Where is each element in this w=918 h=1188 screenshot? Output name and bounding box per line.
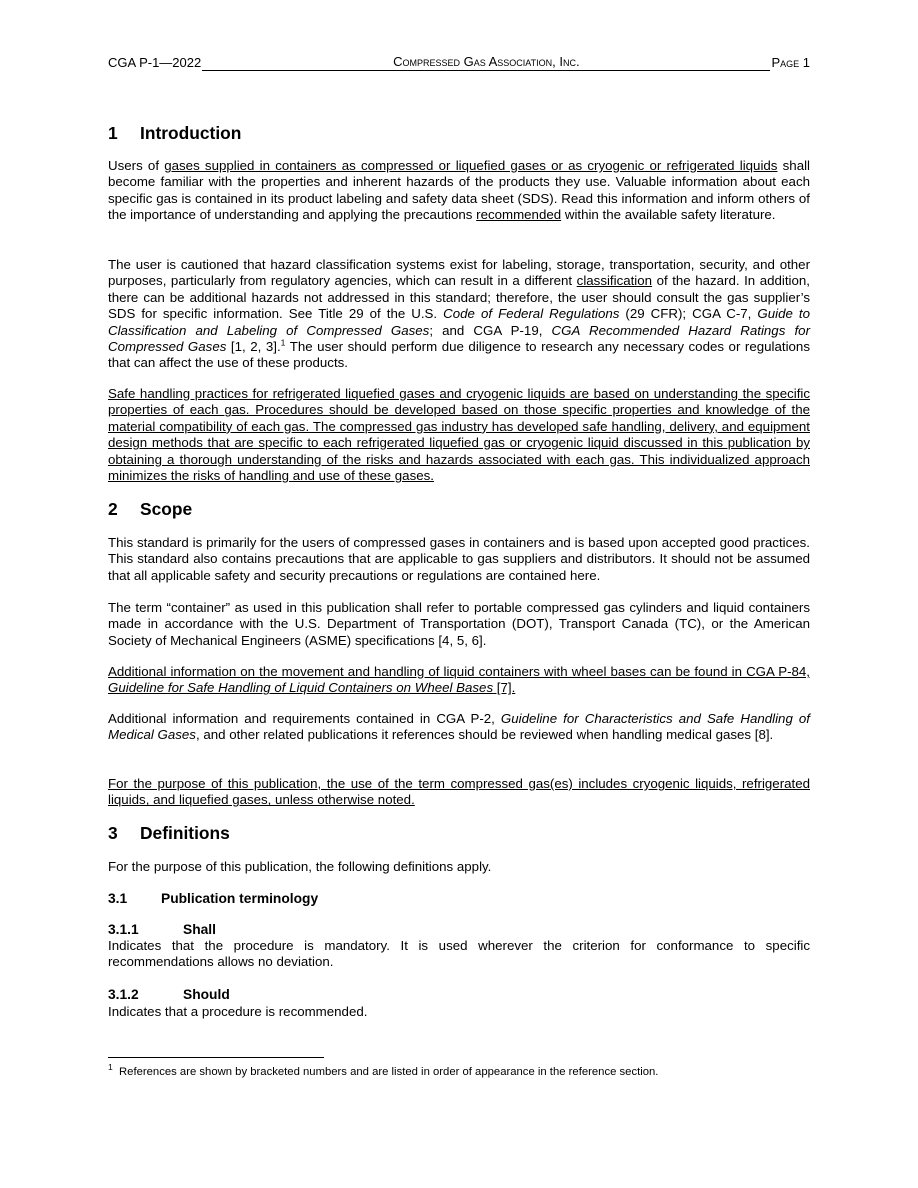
footnote bbox=[108, 1062, 810, 1079]
term-heading-should: 3.1.2 Should bbox=[108, 987, 230, 1002]
section-heading-scope: 2 Scope bbox=[108, 499, 193, 519]
footnote-text: References are shown by bracketed numbers and are listed in order of appearance in the reference section. bbox=[119, 1066, 659, 1078]
header-doc-id: CGA P-1—2022 bbox=[108, 55, 202, 70]
intro-paragraph-1: Users of gases supplied in containers as compressed or liquefied gases or as cryogenic or refrigerated liquids shall become familiar with the properties and inherent hazards of the products they use. Valuable information about each specific gas is contained in its product labeling and safety data sheet (SDS). Read this information and inform others of the importance of understanding and applying the precautions recommended within the available safety literature. bbox=[108, 158, 811, 223]
footnote-mark: 1 bbox=[108, 1062, 113, 1073]
scope-paragraph-1: This standard is primarily for the users of compressed gases in containers and is based upon accepted good practices. This standard also contains precautions that are applicable to gas suppliers and distributors. It should not be assumed that all applicable safety and security precautions or regulations are contained here. bbox=[108, 535, 810, 583]
term-definition-shall: Indicates that the procedure is mandatory. It is used wherever the criterion for conformance to specific recommendations allows no deviation. bbox=[108, 938, 810, 970]
intro-paragraph-2: The user is cautioned that hazard classification systems exist for labeling, storage, transportation, security, and other purposes, particularly from regulatory agencies, which can result in a different classification of the hazard. In addition, there can be additional hazards not addressed in this standard; therefore, the user should consult the gas supplier’s SDS for specific information. See Title 29 of the U.S. Code of Federal Regulations (29 CFR); CGA C-7, Guide to Classification and Labeling of Compressed Gases; and CGA P-19, CGA Recommended Hazard Ratings for Compressed Gases [1, 2, 3].$^1$ The user should perform due diligence to research any necessary codes or regulations that can affect the use of these products. bbox=[108, 257, 811, 371]
footnote-separator bbox=[108, 1057, 324, 1058]
scope-paragraph-5: For the purpose of this publication, the use of the term compressed gas(es) includes cryogenic liquids, refrigerated liquids, and liquefied gases, unless otherwise noted. bbox=[108, 776, 810, 808]
header-publisher: Compressed Gas Association, Inc. bbox=[202, 54, 770, 71]
scope-paragraph-3: Additional information on the movement and handling of liquid containers with wheel bases can be found in CGA P-84, Guideline for Safe Handling of Liquid Containers on Wheel Bases [7]. bbox=[108, 664, 810, 696]
running-header bbox=[108, 54, 810, 71]
section-heading-introduction: 1 Introduction bbox=[108, 123, 242, 143]
intro-paragraph-3: Safe handling practices for refrigerated liquefied gases and cryogenic liquids are based on understanding the specific properties of each gas. Procedures should be developed based on those specific properties and knowledge of the material compatibility of each gas. The compressed gas industry has developed safe handling, delivery, and equipment design methods that are specific to each refrigerated liquefied gas or cryogenic liquid discussed in this publication by obtaining a thorough understanding of the risks and hazards associated with each gas. This individualized approach minimizes the risks of handling and use of these gases. bbox=[108, 386, 810, 484]
header-page-number: Page 1 bbox=[771, 55, 810, 70]
section-heading-definitions: 3 Definitions bbox=[108, 823, 230, 843]
term-definition-should: Indicates that a procedure is recommended. bbox=[108, 1004, 368, 1019]
footnote-ref: 1 bbox=[280, 337, 286, 348]
page bbox=[108, 54, 811, 1078]
subsection-heading-publication-terminology: 3.1 Publication terminology bbox=[108, 891, 319, 906]
scope-paragraph-4: Additional information and requirements contained in CGA P-2, Guideline for Characteristics and Safe Handling of Medical Gases, and other related publications it references should be reviewed when handling medical gases [8]. bbox=[108, 711, 810, 743]
definitions-intro: For the purpose of this publication, the following definitions apply. bbox=[108, 859, 492, 874]
scope-paragraph-2: The term “container” as used in this publication shall refer to portable compressed gas cylinders and liquid containers made in accordance with the U.S. Department of Transportation (DOT), Transport Canada (TC), or the American Society of Mechanical Engineers (ASME) specifications [4, 5, 6]. bbox=[108, 600, 810, 648]
term-heading-shall: 3.1.1 Shall bbox=[108, 922, 216, 937]
